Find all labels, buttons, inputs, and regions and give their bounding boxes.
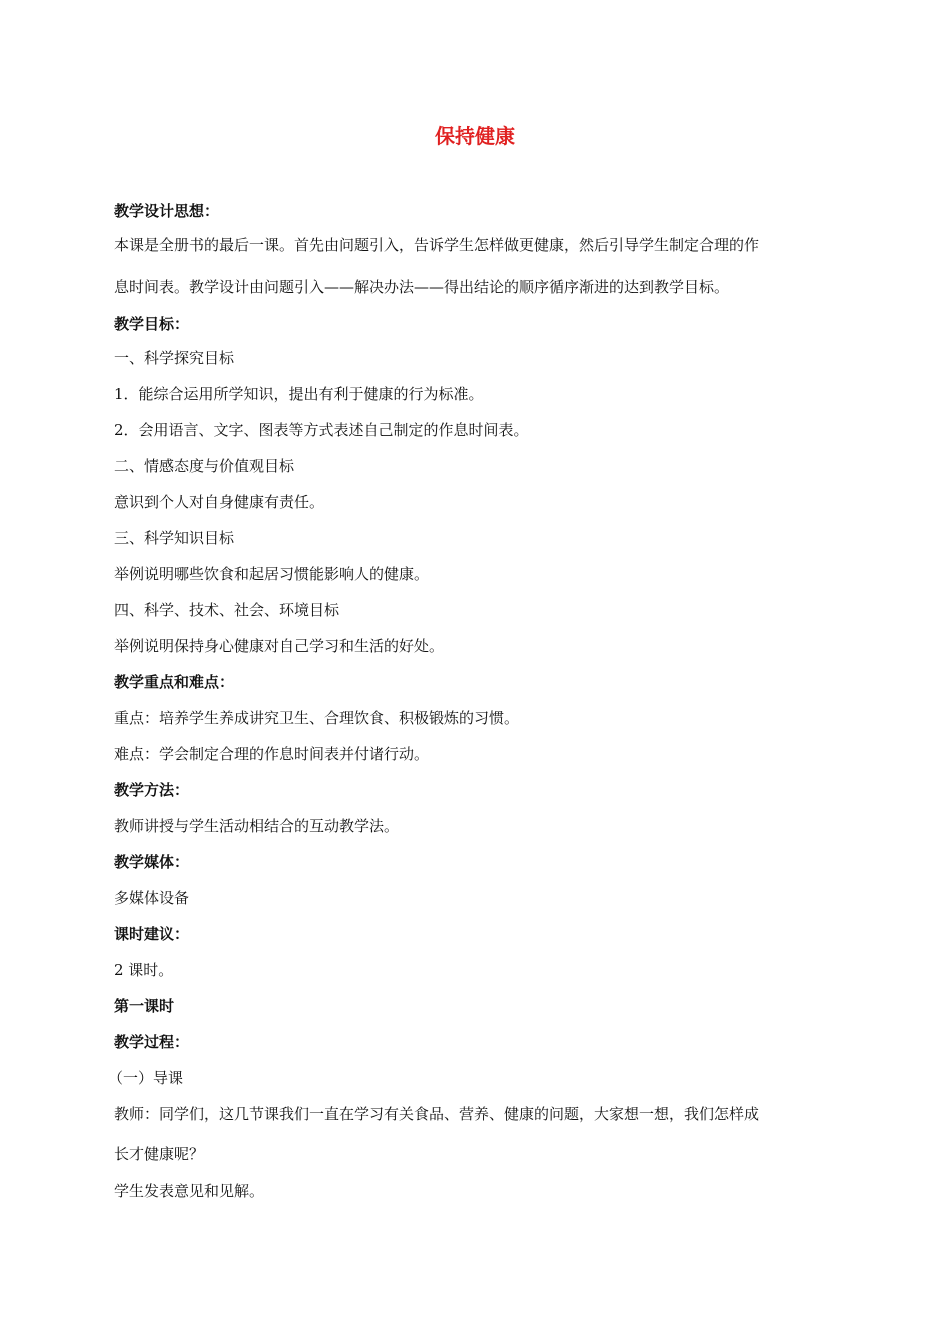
teacher-line-1: 教师：同学们，这几节课我们一直在学习有关食品、营养、健康的问题，大家想一想，我们怎样成 xyxy=(114,1105,760,1123)
design-paragraph-line-2: 息时间表。教学设计由问题引入——解决办法——得出结论的顺序循序渐进的达到教学目标。 xyxy=(114,278,730,296)
method-heading: 教学方法： xyxy=(114,781,190,799)
hours-heading: 课时建议： xyxy=(114,925,190,943)
goal-4-title: 四、科学、技术、社会、环境目标 xyxy=(114,601,340,619)
key-points-heading: 教学重点和难点： xyxy=(114,673,235,691)
goal-2-text: 意识到个人对自身健康有责任。 xyxy=(114,493,325,511)
key-point: 重点：培养学生养成讲究卫生、合理饮食、积极锻炼的习惯。 xyxy=(114,709,520,727)
process-heading: 教学过程： xyxy=(114,1033,190,1051)
method-text: 教师讲授与学生活动相结合的互动教学法。 xyxy=(114,817,400,835)
goal-4-text: 举例说明保持身心健康对自己学习和生活的好处。 xyxy=(114,637,445,655)
teacher-line-2: 长才健康呢？ xyxy=(114,1145,205,1163)
goal-1-item-1: 1．能综合运用所学知识，提出有利于健康的行为标准。 xyxy=(114,385,484,403)
hours-text: 2 课时。 xyxy=(114,961,174,979)
goals-heading: 教学目标： xyxy=(114,315,190,333)
document-title: 保持健康 xyxy=(435,124,515,148)
student-text: 学生发表意见和见解。 xyxy=(114,1182,265,1200)
design-heading: 教学设计思想： xyxy=(114,202,220,220)
goal-2-title: 二、情感态度与价值观目标 xyxy=(114,457,295,475)
media-text: 多媒体设备 xyxy=(114,889,190,907)
goal-3-text: 举例说明哪些饮食和起居习惯能影响人的健康。 xyxy=(114,565,430,583)
difficult-point: 难点：学会制定合理的作息时间表并付诸行动。 xyxy=(114,745,430,763)
design-paragraph-line-1: 本课是全册书的最后一课。首先由问题引入，告诉学生怎样做更健康，然后引导学生制定合理的作 xyxy=(114,236,760,254)
media-heading: 教学媒体： xyxy=(114,853,190,871)
goal-3-title: 三、科学知识目标 xyxy=(114,529,235,547)
goal-1-item-2: 2．会用语言、文字、图表等方式表述自己制定的作息时间表。 xyxy=(114,421,529,439)
lesson-1-heading: 第一课时 xyxy=(114,997,175,1015)
intro-title: （一）导课 xyxy=(108,1069,184,1087)
goal-1-title: 一、科学探究目标 xyxy=(114,349,235,367)
